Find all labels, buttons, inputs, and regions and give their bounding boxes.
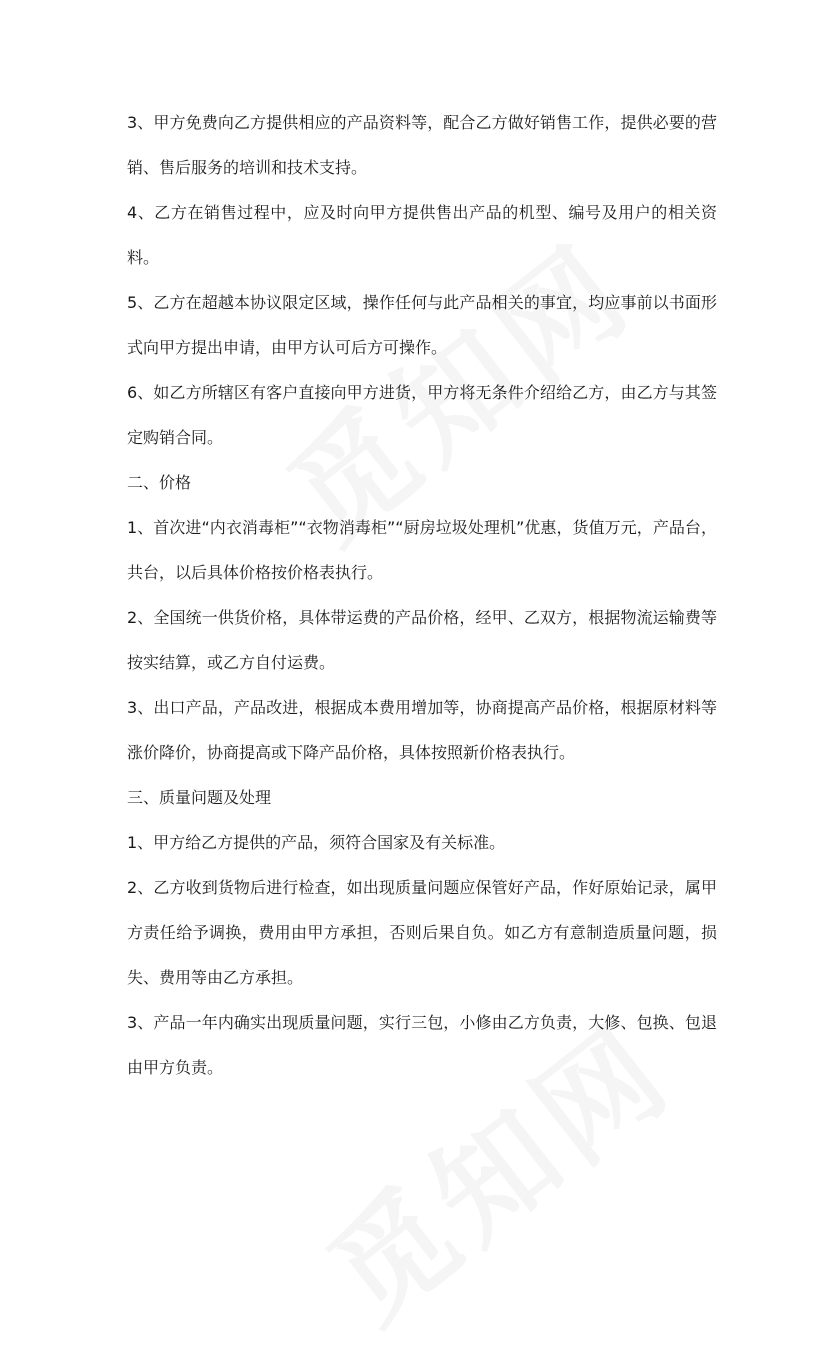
clause-paragraph: 1、甲方给乙方提供的产品，须符合国家及有关标准。 — [127, 833, 506, 852]
clause-paragraph: 3、出口产品，产品改进，根据成本费用增加等，协商提高产品价格，根据原材料等涨价降价，协商提高或下降产品价格，具体按照新价格表执行。 — [127, 698, 717, 762]
section-heading-quality: 三、质量问题及处理 — [127, 788, 272, 807]
document-body — [127, 100, 717, 1090]
section-heading-price: 二、价格 — [127, 473, 192, 492]
clause-paragraph: 3、甲方免费向乙方提供相应的产品资料等，配合乙方做好销售工作，提供必要的营销、售后服务的培训和技术支持。 — [127, 113, 717, 177]
clause-paragraph: 4、乙方在销售过程中，应及时向甲方提供售出产品的机型、编号及用户的相关资料。 — [127, 203, 717, 267]
clause-paragraph: 5、乙方在超越本协议限定区域，操作任何与此产品相关的事宜，均应事前以书面形式向甲方提出申请，由甲方认可后方可操作。 — [127, 293, 717, 357]
clause-paragraph: 2、乙方收到货物后进行检查，如出现质量问题应保管好产品，作好原始记录，属甲方责任给予调换，费用由甲方承担，否则后果自负。如乙方有意制造质量问题，损失、费用等由乙方承担。 — [127, 878, 717, 987]
clause-paragraph: 2、全国统一供货价格，具体带运费的产品价格，经甲、乙双方，根据物流运输费等按实结算，或乙方自付运费。 — [127, 608, 717, 672]
clause-paragraph: 3、产品一年内确实出现质量问题，实行三包，小修由乙方负责，大修、包换、包退由甲方负责。 — [127, 1013, 717, 1077]
clause-paragraph: 1、首次进“内衣消毒柜”“衣物消毒柜”“厨房垃圾处理机”优惠，货值万元，产品台，共台，以后具体价格按价格表执行。 — [127, 518, 717, 582]
clause-paragraph: 6、如乙方所辖区有客户直接向甲方进货，甲方将无条件介绍给乙方，由乙方与其签定购销合同。 — [127, 383, 717, 447]
